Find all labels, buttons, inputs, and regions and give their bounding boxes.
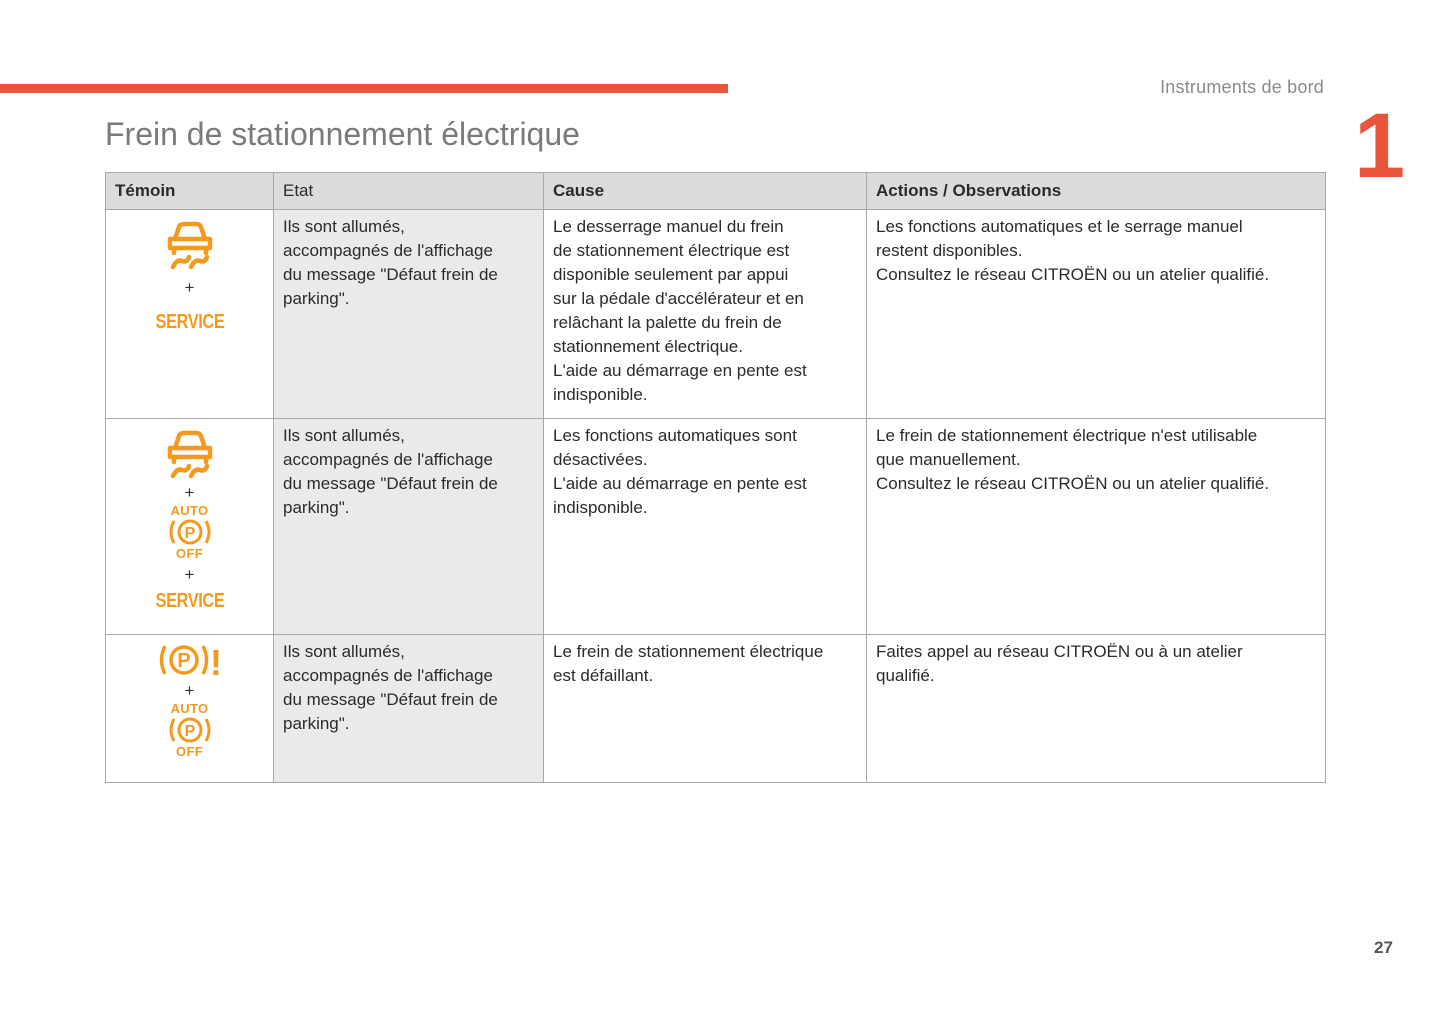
- top-accent-bar: [0, 84, 728, 93]
- auto-off-icon: [168, 702, 212, 758]
- cause-line: est défaillant.: [553, 666, 654, 685]
- cause-line: Le desserrage manuel du frein: [553, 217, 784, 236]
- table-row: [106, 419, 1326, 635]
- page-title: Frein de stationnement électrique: [105, 116, 580, 152]
- column-header-actions: Actions / Observations: [867, 173, 1326, 210]
- auto-off-icon: [168, 504, 212, 560]
- etat-line: parking".: [283, 498, 350, 517]
- actions-line: Faites appel au réseau CITROËN ou à un atelier: [876, 642, 1243, 661]
- section-title: Instruments de bord: [1160, 77, 1324, 97]
- warning-table: [105, 172, 1326, 783]
- cause-cell: [544, 635, 867, 783]
- chapter-number: 1: [1354, 95, 1406, 197]
- etat-line: Ils sont allumés,: [283, 217, 405, 236]
- etat-line: du message "Défaut frein de: [283, 690, 498, 709]
- actions-line: que manuellement.: [876, 450, 1021, 469]
- parking-circle-icon: [168, 517, 212, 547]
- etat-line: parking".: [283, 289, 350, 308]
- brake-fault-icon: [165, 424, 215, 480]
- etat-cell: [274, 635, 544, 783]
- etat-line: du message "Défaut frein de: [283, 265, 498, 284]
- table-header-row: [106, 173, 1326, 210]
- service-icon: SERVICE: [155, 311, 224, 333]
- cause-line: sur la pédale d'accélérateur et en: [553, 289, 804, 308]
- p-letter: P: [176, 650, 191, 672]
- cause-line: disponible seulement par appui: [553, 265, 789, 284]
- actions-line: Consultez le réseau CITROËN ou un atelier qualifié.: [876, 265, 1270, 284]
- column-header-temoin: Témoin: [106, 173, 274, 210]
- cause-line: L'aide au démarrage en pente est: [553, 474, 807, 493]
- actions-line: Consultez le réseau CITROËN ou un atelier qualifié.: [876, 474, 1270, 493]
- service-icon: SERVICE: [155, 590, 224, 612]
- actions-line: qualifié.: [876, 666, 935, 685]
- plus-sign: +: [184, 278, 195, 297]
- cause-line: indisponible.: [553, 498, 648, 517]
- parking-circle-icon: [168, 715, 212, 745]
- temoin-cell: [106, 419, 274, 635]
- plus-sign: +: [184, 483, 195, 502]
- plus-sign: +: [184, 565, 195, 584]
- cause-line: de stationnement électrique est: [553, 241, 790, 260]
- actions-line: Le frein de stationnement électrique n'est utilisable: [876, 426, 1258, 445]
- parking-brake-warning-icon: [158, 640, 222, 680]
- etat-line: parking".: [283, 714, 350, 733]
- etat-line: accompagnés de l'affichage: [283, 241, 493, 260]
- cause-line: indisponible.: [553, 385, 648, 404]
- column-header-etat: Etat: [274, 173, 544, 210]
- table-row: [106, 635, 1326, 783]
- cause-cell: [544, 419, 867, 635]
- etat-line: Ils sont allumés,: [283, 426, 405, 445]
- cause-cell: [544, 210, 867, 419]
- p-letter: P: [184, 525, 195, 542]
- etat-cell: [274, 419, 544, 635]
- actions-line: Les fonctions automatiques et le serrage manuel: [876, 217, 1243, 236]
- actions-cell: [867, 635, 1326, 783]
- etat-line: accompagnés de l'affichage: [283, 450, 493, 469]
- etat-cell: [274, 210, 544, 419]
- temoin-cell: [106, 635, 274, 783]
- etat-line: Ils sont allumés,: [283, 642, 405, 661]
- auto-label: AUTO: [170, 503, 209, 518]
- p-letter: P: [184, 723, 195, 740]
- etat-line: du message "Défaut frein de: [283, 474, 498, 493]
- cause-line: Les fonctions automatiques sont: [553, 426, 797, 445]
- column-header-cause: Cause: [544, 173, 867, 210]
- auto-label: AUTO: [170, 701, 209, 716]
- exclamation-mark: !: [209, 642, 222, 680]
- actions-cell: [867, 419, 1326, 635]
- cause-line: Le frein de stationnement électrique: [553, 642, 824, 661]
- cause-line: stationnement électrique.: [553, 337, 743, 356]
- temoin-cell: [106, 210, 274, 419]
- cause-line: désactivées.: [553, 450, 648, 469]
- plus-sign: +: [184, 681, 195, 700]
- table-row: [106, 210, 1326, 419]
- actions-cell: [867, 210, 1326, 419]
- cause-line: L'aide au démarrage en pente est: [553, 361, 807, 380]
- brake-fault-icon: [165, 215, 215, 271]
- off-label: OFF: [176, 744, 203, 759]
- actions-line: restent disponibles.: [876, 241, 1023, 260]
- off-label: OFF: [176, 546, 203, 561]
- page-number: 27: [1374, 938, 1393, 957]
- cause-line: relâchant la palette du frein de: [553, 313, 782, 332]
- etat-line: accompagnés de l'affichage: [283, 666, 493, 685]
